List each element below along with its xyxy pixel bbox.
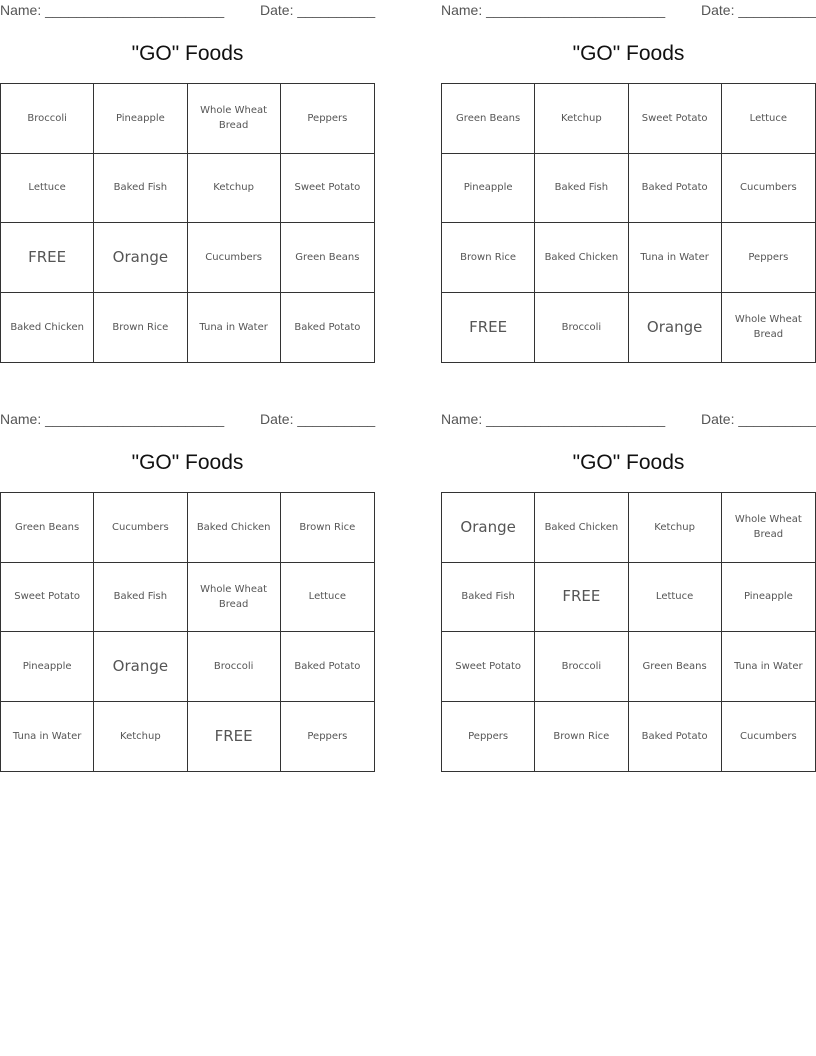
bingo-cell[interactable]: Broccoli — [535, 632, 628, 702]
bingo-cell[interactable]: Cucumbers — [188, 223, 281, 293]
bingo-cell[interactable]: Pineapple — [442, 154, 535, 224]
bingo-cell[interactable]: Sweet Potato — [629, 84, 722, 154]
date-field[interactable]: Date: __________ — [701, 411, 816, 427]
bingo-cell[interactable]: Whole Wheat Bread — [188, 563, 281, 633]
bingo-grid — [0, 83, 375, 363]
bingo-cell[interactable]: Green Beans — [1, 493, 94, 563]
name-field[interactable]: Name: _______________________ — [441, 411, 666, 427]
free-space-cell[interactable]: FREE — [442, 293, 535, 363]
bingo-cell[interactable]: Lettuce — [281, 563, 374, 633]
name-field[interactable]: Name: _______________________ — [441, 2, 666, 18]
bingo-cell[interactable]: Ketchup — [629, 493, 722, 563]
bingo-card — [441, 0, 816, 365]
bingo-cell[interactable]: Brown Rice — [535, 702, 628, 772]
card-title: "GO" Foods — [572, 42, 685, 65]
date-field[interactable]: Date: __________ — [701, 2, 816, 18]
name-field[interactable]: Name: _______________________ — [0, 2, 225, 18]
bingo-cell[interactable]: Lettuce — [1, 154, 94, 224]
bingo-cell[interactable]: Cucumbers — [722, 154, 815, 224]
free-space-cell[interactable]: FREE — [535, 563, 628, 633]
bingo-cell[interactable]: Pineapple — [1, 632, 94, 702]
bingo-cell[interactable]: Ketchup — [94, 702, 187, 772]
bingo-cell[interactable]: Whole Wheat Bread — [722, 493, 815, 563]
bingo-cell[interactable]: Broccoli — [535, 293, 628, 363]
bingo-cell[interactable]: Tuna in Water — [722, 632, 815, 702]
bingo-cell[interactable]: Ketchup — [188, 154, 281, 224]
bingo-cell[interactable]: Baked Potato — [294, 321, 361, 333]
bingo-card — [0, 0, 375, 365]
bingo-cell[interactable]: Lettuce — [722, 84, 815, 154]
bingo-cell[interactable]: Orange — [442, 493, 535, 563]
bingo-cell[interactable]: Tuna in Water — [629, 223, 722, 293]
bingo-cell[interactable]: Green Beans — [281, 223, 374, 293]
card-header — [441, 2, 816, 20]
bingo-card — [441, 409, 816, 774]
bingo-cell[interactable]: Orange — [94, 223, 187, 293]
bingo-cell[interactable]: Peppers — [281, 84, 374, 154]
bingo-cell[interactable]: Baked Potato — [281, 632, 374, 702]
bingo-cell[interactable]: Tuna in Water — [1, 702, 94, 772]
bingo-cell[interactable]: Orange — [629, 293, 722, 363]
bingo-cell[interactable]: Baked Fish — [535, 154, 628, 224]
bingo-cell[interactable]: Baked Chicken — [535, 223, 628, 293]
bingo-cell[interactable]: Baked Chicken — [535, 493, 628, 563]
bingo-cell[interactable]: Baked Fish — [94, 563, 187, 633]
bingo-cell[interactable]: Cucumbers — [740, 730, 797, 742]
bingo-cell[interactable]: Baked Potato — [629, 702, 722, 772]
bingo-cell[interactable]: Sweet Potato — [442, 632, 535, 702]
bingo-cell[interactable]: Brown Rice — [442, 223, 535, 293]
bingo-cell[interactable]: Baked Chicken — [1, 293, 94, 363]
bingo-cell[interactable]: Peppers — [722, 223, 815, 293]
card-title: "GO" Foods — [131, 451, 244, 474]
bingo-cell[interactable]: Ketchup — [535, 84, 628, 154]
bingo-cell[interactable]: Whole Wheat Bread — [734, 314, 802, 341]
bingo-card — [0, 409, 375, 774]
bingo-cell[interactable]: Broccoli — [1, 84, 94, 154]
card-header — [0, 2, 375, 20]
bingo-cell[interactable]: Brown Rice — [94, 293, 187, 363]
bingo-cell[interactable]: Sweet Potato — [281, 154, 374, 224]
bingo-cell[interactable]: Broccoli — [188, 632, 281, 702]
card-title: "GO" Foods — [572, 451, 685, 474]
bingo-cell[interactable]: Peppers — [307, 730, 348, 742]
bingo-cell[interactable]: Pineapple — [94, 84, 187, 154]
bingo-cell[interactable]: Whole Wheat Bread — [188, 84, 281, 154]
bingo-cell[interactable]: Green Beans — [629, 632, 722, 702]
date-field[interactable]: Date: __________ — [260, 2, 376, 18]
bingo-cell[interactable]: Peppers — [442, 702, 535, 772]
free-space-cell[interactable]: FREE — [1, 223, 94, 293]
bingo-cell[interactable]: Pineapple — [722, 563, 815, 633]
free-space-cell[interactable]: FREE — [188, 702, 281, 772]
bingo-cell[interactable]: Orange — [94, 632, 187, 702]
bingo-cell[interactable]: Green Beans — [442, 84, 535, 154]
bingo-grid — [441, 492, 816, 772]
bingo-cell[interactable]: Baked Fish — [94, 154, 187, 224]
bingo-cell[interactable]: Tuna in Water — [188, 293, 281, 363]
bingo-cell[interactable]: Sweet Potato — [1, 563, 94, 633]
card-header — [441, 411, 816, 429]
card-title: "GO" Foods — [131, 42, 244, 65]
card-header — [0, 411, 375, 429]
bingo-cell[interactable]: Cucumbers — [94, 493, 187, 563]
bingo-cell[interactable]: Baked Fish — [442, 563, 535, 633]
name-field[interactable]: Name: _______________________ — [0, 411, 225, 427]
bingo-cell[interactable]: Lettuce — [629, 563, 722, 633]
bingo-cell[interactable]: Baked Chicken — [188, 493, 281, 563]
bingo-grid — [0, 492, 375, 772]
bingo-cell[interactable]: Brown Rice — [281, 493, 374, 563]
date-field[interactable]: Date: __________ — [260, 411, 376, 427]
bingo-grid — [441, 83, 816, 363]
bingo-cell[interactable]: Baked Potato — [629, 154, 722, 224]
